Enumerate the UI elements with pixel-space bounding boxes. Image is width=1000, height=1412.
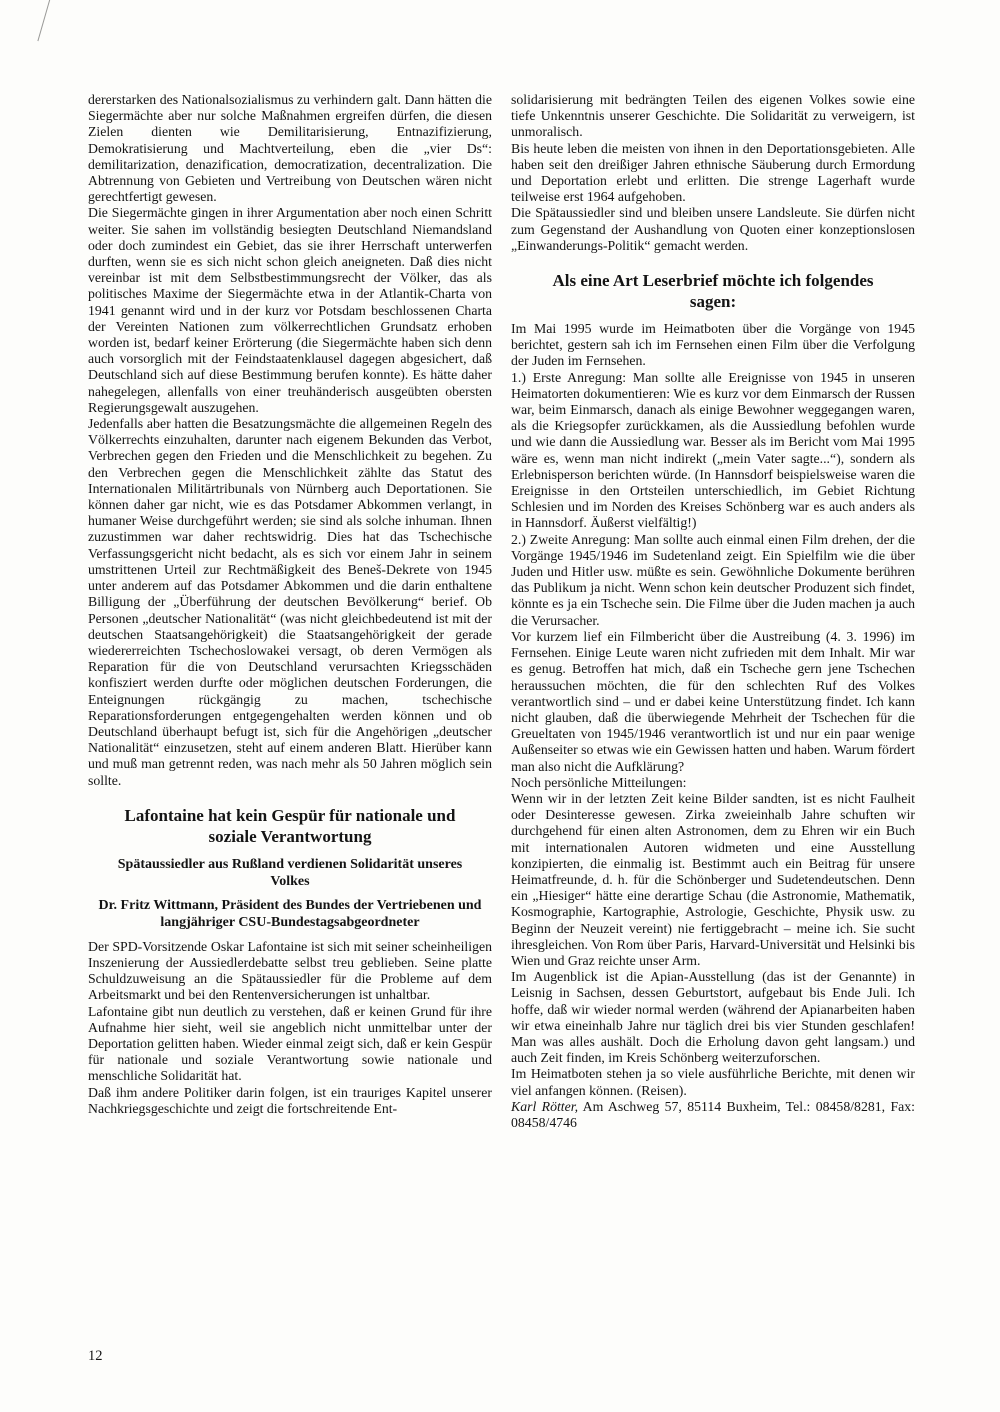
paragraph: dererstarken des Nationalsozialismus zu verhindern galt. Dann hätten die Siegermächte aber nur solche Maßnahmen ergreifen dürfen, die diesen Zielen dienten wie Demilitarisierung, Entnazifizierung, Demokratisierung und Machtverteilung, eben die „vier Ds“: demilitarization, denazification, democratization, decentralization. Die Abtrennung von Gebieten und Vertreibung von Deutschen wären nicht gerechtfertigt gewesen. [88,92,492,205]
paragraph: Daß ihm andere Politiker darin folgen, ist ein trauriges Kapitel unserer Nachkriegsgeschichte und zeigt die fortschreitende Ent- [88,1084,492,1116]
section-heading: Lafontaine hat kein Gespür für nationale und soziale Verantwortung [124,805,456,846]
paragraph: 1.) Erste Anregung: Man sollte alle Ereignisse von 1945 in unseren Heimatorten dokumentieren: Wie es kurz vor dem Einmarsch der Russen war, beim Einmarsch, danach als einige Bewohner weggegangen waren, als die Kriegsopfer zurückkamen, als die Aussiedlung befohlen wurde und wie dann die Aussiedlung war. Besser als im Bericht vom Mai 1995 wäre es, wenn man nicht indirekt („mein Vater sagte...“), sondern als Erlebnisperson berichten würde. (In Hannsdorf beispielsweise waren die Ereignisse in den Ortsteilen unterschiedlich, im Gebiet Richtung Schlesien und im Norden des Kreises Schönberg war es auch anders als in Hannsdorf. Äußerst vielfältig!) [511,369,915,531]
paragraph: Der SPD-Vorsitzende Oskar Lafontaine ist sich mit seiner scheinheiligen Inszenierung der Aussiedlerdebatte selbst treu geblieben. Seine platte Schuldzuweisung an die Spätaussiedler für die Probleme auf dem Arbeitsmarkt und bei den Rentenversicherungen ist unhaltbar. [88,938,492,1003]
paragraph: Im Heimatboten stehen ja so viele ausführliche Berichte, mit denen wir viel anfangen können. (Reisen). [511,1066,915,1098]
paragraph: Noch persönliche Mitteilungen: [511,774,687,790]
byline-heading: Dr. Fritz Wittmann, Präsident des Bundes der Vertriebenen und langjähriger CSU-Bundestagsabgeordneter [98,897,482,930]
paragraph: 2.) Zweite Anregung: Man sollte auch einmal einen Film drehen, der die Vorgänge 1945/1946 im Sudetenland zeigt. Ein Spielfilm wie die über Juden und Hitler usw. müßte es sein. Gewöhnliche Dokumente berühren das Publikum ja nicht. Wenn schon kein deutscher Produzent sich findet, könnte es ja ein Tscheche sein. Die Filme über die Juden machen ja auch die Verursacher. [511,531,915,628]
signature-author: Karl Rötter, [511,1098,579,1114]
paragraph: Im Mai 1995 wurde im Heimatboten über die Vorgänge von 1945 berichtet, gestern sah ich im Fernsehen einen Film über die Verfolgung der Juden im Fernsehen. [511,321,915,369]
paragraph: solidarisierung mit bedrängten Teilen des eigenen Volkes sowie eine tiefe Unkenntnis unserer Geschichte. Die Solidarität zu verweigern, ist unmoralisch. [511,92,915,140]
paragraph: Vor kurzem lief ein Filmbericht über die Austreibung (4. 3. 1996) im Fernsehen. Einige Leute waren nicht zufrieden mit dem Inhalt. Mir war es genug. Betroffen hat mich, daß ein Tscheche gern jene Tschechen heraussuchen möchten, die für den schlechten Ruf des Volkes verantwortlich sind – und er dabei keine Unterstützung findet. Ich kann nicht glauben, daß die überwiegende Mehrheit der Tschechen für die Greueltaten von 1945/1946 verantwortlich ist und nur ein paar wenige Außenseiter so etwas wie ein Gewissen hatten und haben. Warum fördert man also nicht die Aufklärung? [511,628,915,774]
paragraph: Die Spätaussiedler sind und bleiben unsere Landsleute. Sie dürfen nicht zum Gegenstand der Aushandlung von Quoten einer konzeptionslosen „Einwanderungs-Politik“ gemacht werden. [511,205,915,253]
paragraph: Lafontaine gibt nun deutlich zu verstehen, daß er keinen Grund für ihre Aufnahme hier sieht, weil sie angeblich nicht unmittelbar unter der Deportation gelitten haben. Wieder einmal zeigt sich, daß er kein Gespür für nationale und soziale Verantwortung sowie nationale und menschliche Solidarität hat. [88,1003,492,1084]
section-subheading: Spätaussiedler aus Rußland verdienen Solidarität unseres Volkes [117,856,463,889]
paragraph: Die Siegermächte gingen in ihrer Argumentation aber noch einen Schritt weiter. Sie sahen im vollständig besiegten Deutschland Niemandsland oder doch zumindest ein Gebiet, das sie ihrer Herrschaft unterwerfen durften, wenn sie es sich nicht schon gleich aneigneten. Daß dies nicht vereinbar ist mit dem Selbstbestimmungsrecht der Völker, das als politisches Maxime der Siegermächte etwa in der Atlantik-Charta von 1941 genannt wird und in der kurz vor Potsdam beschlossenen Charta der Vereinten Nationen zum völkerrechtlichen Grundsatz erhoben worden ist, bedarf keiner Erörterung (die Siegermächte haben sich denn auch vorsorglich mit der Feindstaatenklausel dagegen abgesichert, daß Deutschland sich auf diese Bestimmung berufen konnte). Es hätte daher nahegelegen, allenfalls von einer treuhänderisch ausgeübten obersten Regierungsgewalt auszugehen. [88,205,492,415]
paragraph: Im Augenblick ist die Apian-Ausstellung (das ist der Genannte) in Leisnig in Sachsen, dessen Geburtstort, aufgebaut bis Ende Juli. Ich hoffe, daß wir wieder normal werden (während der Apianarbeiten haben wir etwa eineinhalb Jahre nur täglich drei bis vier Stunden geschlafen! Man was alles aushält. Doch die Erholung davon geht langsam.) und auch Zeit finden, im Kreis Schönberg weiterzuforschen. [511,969,915,1066]
right-column [511,92,915,1131]
paragraph: Jedenfalls aber hatten die Besatzungsmächte die allgemeinen Regeln des Völkerrechts einzuhalten, darunter nach eigenem Bekunden das Verbot, Verbrechen gegen den Frieden und die Menschlichkeit zu begehen. Zu den Verbrechen gegen die Menschlichkeit zählte das Statut des Internationalen Militärtribunals von Nürnberg auch Deportationen. Sie können daher gar nicht, wie es das Potsdamer Abkommen verlangt, in humaner Weise durchgeführt werden; sie sind als solche inhuman. Ihnen zuzustimmen war daher rechtswidrig. Dies hat das Tschechische Verfassungsgericht nicht bedacht, als es sich vor einem Jahr in seinem umstrittenen Urteil zur Rechtmäßigkeit des Beneš-Dekrete von 1945 unter anderem auf das Potsdamer Abkommen und die darin enthaltene Billigung der „Überführung der deutschen Bevölkerung“ berief. Ob Personen „deutscher Nationalität“ (was nicht gleichbedeutend ist mit der deutschen Staatsangehörigkeit) die Staatsangehörigkeit der gerade wiedererreichten Tschechoslowakei versagt, ob deren Vermögen als Reparation für die von Deutschland verursachten Kriegsschäden konfisziert werden durfte oder möglichen deutschen Forderungen, die Enteignungen rückgängig zu machen, tschechische Reparationsforderungen entgegengehalten werden können und ob Deutschland überhaupt befugt ist, sich für die Angehörigen „deutscher Nationalität“ einzusetzen, steht auf einem anderen Blatt. Hierüber kann und muß man getrennt reden, was nach mehr als 50 Jahren möglich sein sollte. [88,416,492,788]
left-column [88,92,492,1131]
paragraph: Bis heute leben die meisten von ihnen in den Deportationsgebieten. Alle haben seit den dreißiger Jahren ethnische Säuberung durch Ermordung und Deportation erlebt und erlitten. Die strenge Lagerhaft wurde teilweise erst 1964 aufgehoben. [511,140,915,205]
section-heading: Als eine Art Leserbrief möchte ich folgendes sagen: [552,271,874,312]
page-number: 12 [88,1348,103,1364]
signature-line: Karl Rötter, Am Aschweg 57, 85114 Buxheim, Tel.: 08458/8281, Fax: 08458/4746 [511,1098,915,1130]
paragraph: Wenn wir in der letzten Zeit keine Bilder sandten, ist es nicht Faulheit oder Desinteresse gewesen. Zirka zweieinhalb Jahre schuften wir durchgehend für einen alten Astronomen, dem zu Ehren wir ein Buch mit internationalen Autoren widmeten und eine Ausstellung konzipierten, die einmalig ist. Bestimmt auch ein Beitrag für unsere Heimatfreunde, d. h. für die Schönberger und Sudetendeutschen. Denn ein „Hiesiger“ hätte eine derartige Schau (die Astronomie, Mathematik, Kosmographie, Kartographie, Astrologie, Geschichte, Physik usw. zu Beginn der Neuzeit vereint) nie fertiggebracht – meine ich. Sie sucht ihresgleichen. Von Rom über Paris, Harvard-Universität und Helsinki bis Wien und Graz reichte unser Arm. [511,790,915,968]
